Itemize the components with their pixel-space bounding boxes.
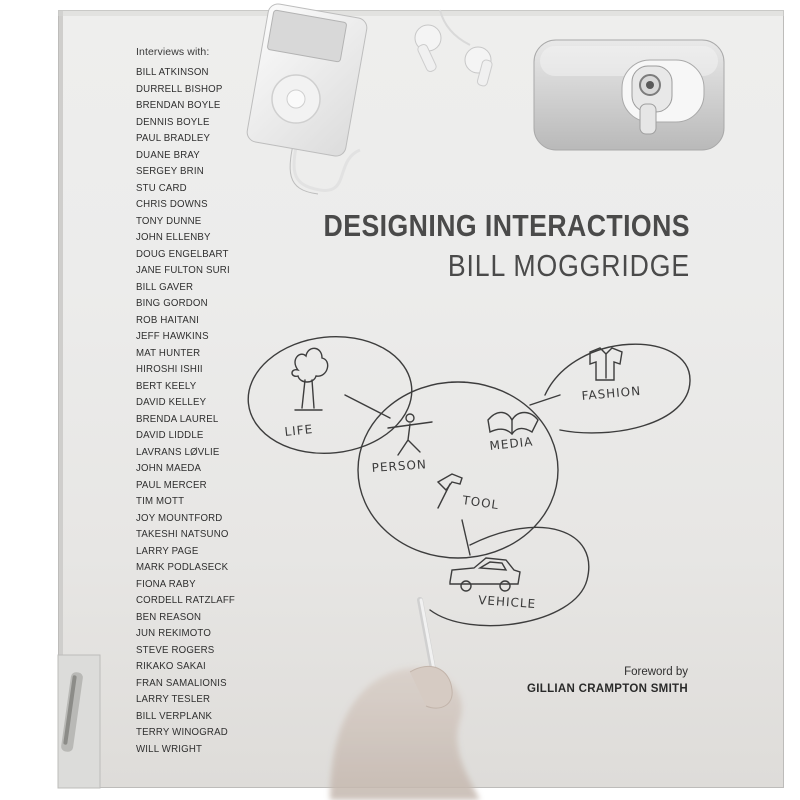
interviewee-name: BRENDAN BOYLE — [136, 99, 221, 111]
interviewee-name: MARK PODLASECK — [136, 561, 229, 573]
top-shadow — [58, 10, 784, 16]
vehicle-label: VEHICLE — [477, 593, 537, 612]
hand-with-pen-image — [330, 600, 480, 800]
interviewee-name: PAUL BRADLEY — [136, 132, 211, 144]
foreword-label: Foreword by — [624, 666, 688, 678]
foreword-author: GILLIAN CRAMPTON SMITH — [527, 683, 688, 695]
interviewee-name: DAVID KELLEY — [136, 396, 207, 408]
interviewee-list — [136, 44, 266, 757]
interviewee-name: PAUL MERCER — [136, 478, 207, 491]
interviewee-name: FRAN SAMALIONIS — [136, 676, 227, 689]
life-label: LIFE — [283, 422, 314, 439]
interviews-heading: Interviews with: — [136, 46, 210, 58]
tree-icon — [292, 348, 328, 410]
tool-vehicle-link — [462, 520, 470, 555]
interviewee-name: JOHN MAEDA — [136, 462, 202, 474]
interviewee-name: SERGEY BRIN — [136, 165, 204, 177]
interviewee-name: BING GORDON — [136, 297, 208, 309]
interviewee-name: DOUG ENGELBART — [136, 247, 229, 260]
interviewee-name: TONY DUNNE — [136, 214, 202, 227]
binder-clip-image — [58, 655, 100, 788]
media-label: MEDIA — [488, 434, 535, 453]
book-author: BILL MOGGRIDGE — [447, 248, 690, 283]
life-person-link — [345, 395, 390, 418]
book-title: DESIGNING INTERACTIONS — [323, 208, 690, 243]
car-icon — [450, 558, 520, 591]
media-fashion-link — [530, 395, 560, 405]
book-icon — [488, 412, 538, 434]
interviewee-name: WILL WRIGHT — [136, 742, 203, 755]
life-circle — [242, 329, 417, 462]
interviewee-name: JEFF HAWKINS — [136, 330, 209, 342]
interviewee-name: STU CARD — [136, 181, 187, 194]
interviewee-name: DAVID LIDDLE — [136, 429, 204, 441]
interviewee-name: JUN REKIMOTO — [136, 627, 212, 639]
interviewee-name: DENNIS BOYLE — [136, 115, 210, 128]
interviewee-name: LARRY TESLER — [136, 693, 211, 705]
interviewee-name: CHRIS DOWNS — [136, 198, 208, 210]
interaction-sketch — [242, 329, 690, 626]
interviewee-name: DURRELL BISHOP — [136, 82, 223, 95]
interviewee-name: JANE FULTON SURI — [136, 264, 230, 276]
interviewee-name: TIM MOTT — [136, 495, 185, 507]
fashion-label: FASHION — [581, 383, 642, 403]
interviewee-name: LAVRANS LØVLIE — [136, 445, 220, 458]
hammer-icon — [438, 474, 462, 508]
interviewee-name: JOY MOUNTFORD — [136, 511, 223, 524]
interviewee-name: RIKAKO SAKAI — [136, 660, 206, 672]
interviewee-name: BILL VERPLANK — [136, 709, 213, 722]
interviewee-name: BEN REASON — [136, 610, 202, 623]
shirt-icon — [590, 348, 622, 380]
interviewee-name: JOHN ELLENBY — [136, 231, 211, 243]
interviewee-name: LARRY PAGE — [136, 544, 199, 557]
interviewee-name: FIONA RABY — [136, 577, 196, 590]
interviewee-name: BILL GAVER — [136, 280, 194, 293]
interviewee-name: STEVE ROGERS — [136, 643, 215, 656]
interviewee-name: TERRY WINOGRAD — [136, 726, 228, 738]
interviewee-name: TAKESHI NATSUNO — [136, 528, 229, 540]
interviewee-names — [136, 64, 266, 757]
person-icon — [388, 414, 432, 455]
interviewee-name: BRENDA LAUREL — [136, 412, 219, 425]
interviewee-name: BILL ATKINSON — [136, 66, 209, 78]
interviewee-name: CORDELL RATZLAFF — [136, 594, 236, 606]
interviewee-name: HIROSHI ISHII — [136, 363, 203, 375]
earbuds-image — [415, 10, 493, 87]
person-label: PERSON — [371, 457, 428, 475]
interviewee-name: MAT HUNTER — [136, 346, 201, 359]
interviewee-name: BERT KEELY — [136, 379, 197, 392]
book-title-block — [260, 208, 690, 286]
interviewee-name: ROB HAITANI — [136, 313, 200, 326]
vehicle-circle — [430, 527, 589, 625]
camera-device-image — [534, 40, 724, 150]
tool-label: TOOL — [461, 493, 501, 513]
interviewee-name: DUANE BRAY — [136, 148, 200, 161]
foreword-block — [480, 664, 688, 698]
